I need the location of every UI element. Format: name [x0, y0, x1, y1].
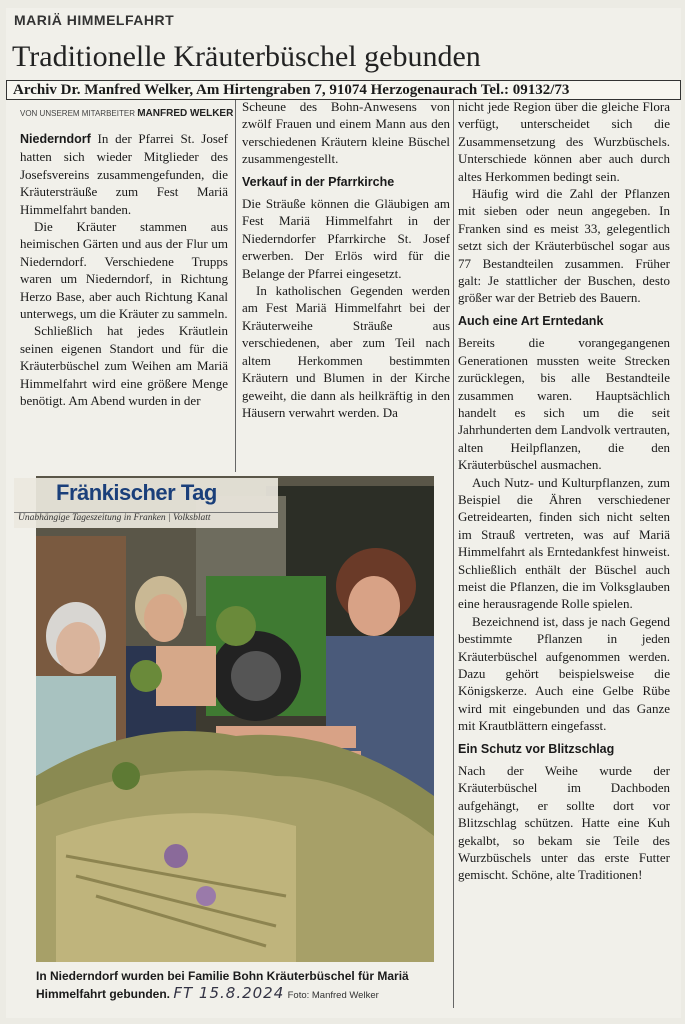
subheading: Verkauf in der Pfarrkirche	[242, 174, 395, 189]
byline-author: MANFRED WELKER	[137, 108, 234, 119]
photo-caption	[36, 968, 436, 1004]
paragraph: nicht jede Region über die gleiche Flora verfügt, unterscheidet sich die Zusammensetzung des Wurzbüschels. Unterschiede können aber auch durch altes Herkommen bedingt sein.	[458, 99, 670, 184]
subheading: Ein Schutz vor Blitzschlag	[458, 741, 615, 756]
paragraph: Scheune des Bohn-Anwesens von zwölf Frauen und einem Mann aus den verschiedenen Kräutern kleine Büschel zusammengestellt.	[242, 99, 450, 167]
subheading: Auch eine Art Erntedank	[458, 313, 604, 328]
article-photo	[36, 476, 434, 962]
dateline: Niederndorf	[20, 132, 91, 146]
photo-women-binding-herbs	[36, 476, 434, 962]
byline-prefix: VON UNSEREM MITARBEITER	[20, 109, 135, 118]
newspaper-masthead	[14, 478, 278, 528]
article-column-2	[242, 98, 450, 475]
paragraph: Bezeichnend ist, dass je nach Gegend bestimmte Pflanzen in jeden Kräuterbüschel aufgenommen werden. Dazu gehört beispielsweise die Königskerze. Auch eine Gelbe Rübe wird mit eingebunden und das Ganze mit Krautblättern eingefasst.	[458, 613, 670, 734]
article-column-1	[20, 130, 228, 475]
byline	[20, 108, 233, 119]
paragraph: Die Kräuter stammen aus heimischen Gärten und aus der Flur um Niederndorf. Verschiedene Trupps waren um Niederndorf, in Richtung Herzo Base, aber auch Richtung Kanal unterwegs, um die Kräuter zu sammeln.	[20, 219, 228, 322]
column-divider	[235, 100, 236, 472]
article-column-3	[458, 98, 670, 1008]
newspaper-logo: Fränkischer Tag	[56, 480, 217, 505]
caption-text: In Niederndorf wurden bei Familie Bohn Kräuterbüschel für Mariä Himmelfahrt gebunden.	[36, 969, 409, 1001]
column-divider	[453, 100, 454, 1008]
handwritten-date-note: FT 15.8.2024	[173, 984, 285, 1002]
paragraph: Bereits die vorangegangenen Generationen mussten weite Strecken zurücklegen, bis alle Bestandteile zusammen waren. Hauptsächlich handelt es sich um die seit Jahrhunderten dem Landvolk vertrauten, alten Heilpflanzen, die den Kräuterbüschel ausmachen.	[458, 335, 670, 473]
paragraph: Die Sträuße können die Gläubigen am Fest Mariä Himmelfahrt in der Niederndorfer Pfarrkirche St. Josef erwerben. Der Erlös wird für die Belange der Pfarrei eingesetzt.	[242, 196, 450, 281]
article-headline: Traditionelle Kräuterbüschel gebunden	[12, 40, 481, 73]
archive-stamp: Archiv Dr. Manfred Welker, Am Hirtengraben 7, 91074 Herzogenaurach Tel.: 09132/73	[6, 80, 681, 100]
paragraph: Schließlich hat jedes Kräutlein seinen eigenen Standort und für die Kräuterbüschel zum Weihen am Mariä Himmelfahrt wird eine größere Menge benötigt. Am Abend wurden in der	[20, 323, 228, 409]
paragraph: Nach der Weihe wurde der Kräuterbüschel im Dachboden aufgehängt, er sollte dort vor Blitzschlag schützen. Hatte eine Kuh gekalbt, so bekam sie Teile des Wurzbüschels unter das erste Futter gemischt. Schöne, alte Traditionen!	[458, 763, 670, 883]
section-kicker: MARIÄ HIMMELFAHRT	[14, 12, 175, 28]
newspaper-tagline: Unabhängige Tageszeitung in Franken | Volksblatt	[14, 512, 278, 523]
photo-credit: Foto: Manfred Welker	[287, 990, 379, 1001]
paragraph-text: In der Pfarrei St. Josef hatten sich wieder Mitglieder des Josefsvereins zusammengefunden, die Kräutersträuße zum Fest Mariä Himmelfahrt banden.	[20, 131, 228, 217]
paragraph: In katholischen Gegenden werden am Fest Mariä Himmelfahrt bei der Kräuterweihe Sträuße aus verschiedenen, aber zum Teil nach altem Herkommen bestimmten Kräutern und Blumen in der Kirche geweiht, die dann als heilkräftig in den Häusern verwahrt werden. Da	[242, 283, 450, 420]
paragraph: Auch Nutz- und Kulturpflanzen, zum Beispiel die Ähren verschiedener Getreidearten, finden sich nicht selten im Strauß vertreten, was auf Mariä Himmelfahrt als Erntedankfest hinweist. Schließlich enthält der Büschel auch meist die Pflanzen, die im Volksglauben eine herausragende Rolle spielen.	[458, 474, 670, 612]
paragraph	[20, 130, 228, 218]
paragraph: Häufig wird die Zahl der Pflanzen mit sieben oder neun angegeben. In Franken sind es meist 33, gelegentlich setzt sich der Kräuterbüschel sogar aus 77 Bestandteilen zusammen. Früher galt: Je stattlicher der Buschen, desto größer war der Betrieb des Bauern.	[458, 186, 670, 306]
